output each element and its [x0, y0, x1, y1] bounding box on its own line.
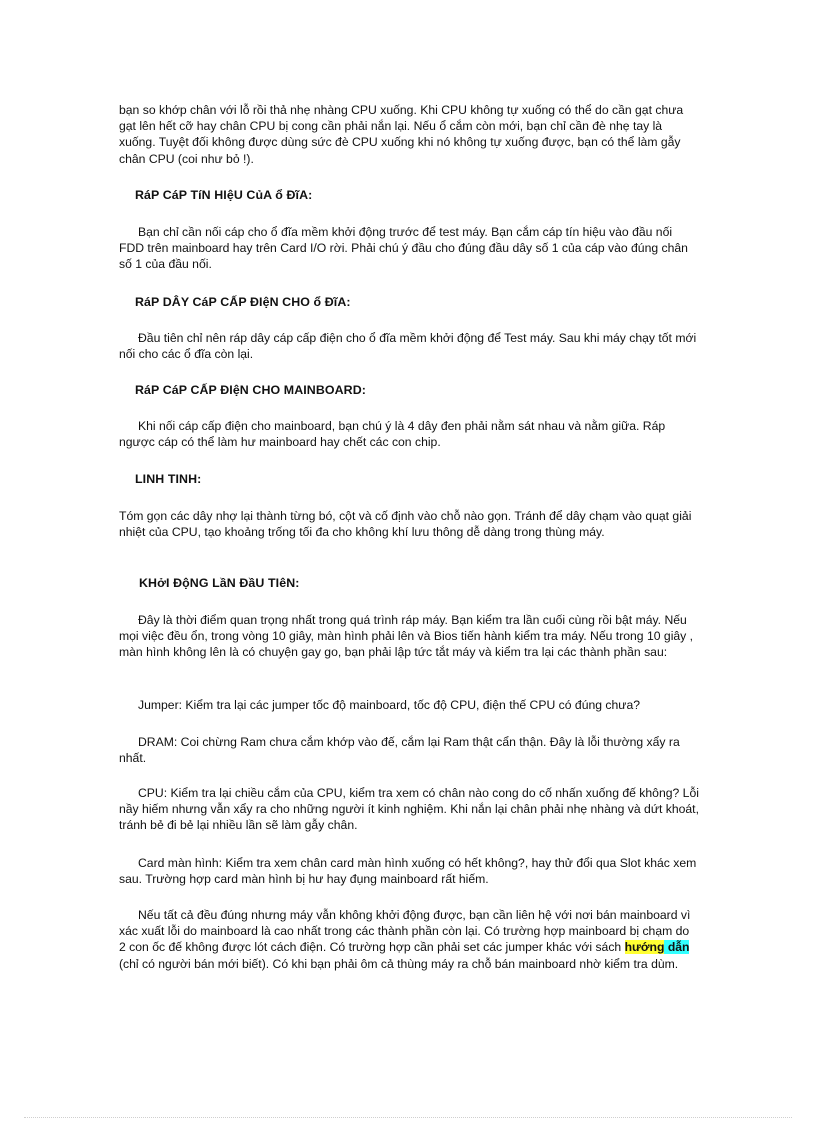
paragraph-signal-cable: Bạn chỉ cần nối cáp cho ổ đĩa mềm khởi động trước để test máy. Bạn cắm cáp tín hiệu vào đầu nối FDD trên mainboard hay trên Card I/O rời. Phải chú ý đầu cho đúng đầu dây số 1 của cáp vào đúng chân số 1 của đầu nối. — [119, 225, 688, 272]
paragraph-video-card: Card màn hình: Kiểm tra xem chân card màn hình xuống có hết không?, hay thử đổi qua Slot khác xem sau. Trường hợp card màn hình bị hư hay đụng mainboard rất hiếm. — [119, 856, 697, 887]
paragraph-contact-seller-start: Nếu tất cả đều đúng nhưng máy vẫn không khởi động được, bạn cần liên hệ với nơi bán mainboard vì xác xuất lỗi do mainboard là cao nhất trong các thành phần còn lại. Có trường hợp mainboard bị chạm do 2 con ốc đế không được lót cách điện. Có trường hợp cần phải set các jumper khác với sách — [119, 908, 691, 955]
heading-signal-cable: RáP CáP TíN HIệU CủA ổ ĐĩA: — [135, 188, 313, 202]
paragraph-dram: DRAM: Coi chừng Ram chưa cắm khớp vào đế, cắm lại Ram thật cẩn thận. Đây là lỗi thường xẩy ra nhất. — [119, 735, 680, 766]
paragraph-misc: Tóm gọn các dây nhợ lại thành từng bó, cột và cố định vào chỗ nào gọn. Tránh để dây chạm vào quạt giải nhiệt của CPU, tạo khoảng trống tối đa cho không khí lưu thông dễ dàng trong thùng máy. — [119, 509, 692, 540]
highlighted-word-huong: hướng — [624, 940, 665, 955]
heading-first-boot: KHởI ĐộNG LầN ĐầU TIêN: — [139, 576, 300, 590]
heading-drive-power: RáP DÂY CáP CẤP ĐIệN CHO ổ ĐĩA: — [135, 295, 351, 309]
paragraph-first-boot: Đây là thời điểm quan trọng nhất trong quá trình ráp máy. Bạn kiểm tra lần cuối cùng rồi bật máy. Nếu mọi việc đều ổn, trong vòng 10 giây, màn hình phải lên và Bios tiến hành kiểm tra máy. Nếu trong 10 giây , màn hình không lên là có chuyện gay go, bạn phải lập tức tắt máy và kiểm tra lại các thành phần sau: — [119, 613, 694, 660]
paragraph-contact-seller-end: (chỉ có người bán mới biết). Có khi bạn phải ôm cả thùng máy ra chỗ bán mainboard nhờ kiểm tra dùm. — [119, 956, 679, 971]
paragraph-mainboard-power: Khi nối cáp cấp điện cho mainboard, bạn chú ý là 4 dây đen phải nằm sát nhau và nằm giữa. Ráp ngược cáp có thể làm hư mainboard hay chết các con chip. — [119, 419, 666, 450]
paragraph-contact-seller — [119, 907, 699, 972]
paragraph-drive-power: Đầu tiên chỉ nên ráp dây cáp cấp điện cho ổ đĩa mềm khởi động để Test máy. Sau khi máy chạy tốt mới nối cho các ổ đĩa còn lại. — [119, 331, 697, 362]
paragraph-jumper: Jumper: Kiểm tra lại các jumper tốc độ mainboard, tốc độ CPU, điện thế CPU có đúng chưa? — [138, 698, 640, 712]
heading-misc: LINH TINH: — [135, 472, 202, 486]
heading-mainboard-power: RáP CáP CẤP ĐIệN CHO MAINBOARD: — [135, 383, 366, 397]
paragraph-cpu-insert: bạn so khớp chân với lỗ rồi thả nhẹ nhàng CPU xuống. Khi CPU không tự xuống có thể do cần gạt chưa gạt lên hết cỡ hay chân CPU bị cong cần phải nắn lại. Nếu ổ cắm còn mới, bạn chỉ cần đè nhẹ tay là xuống. Tuyệt đối không được dùng sức đè CPU xuống khi nó không tự xuống được, bạn có thể làm gẫy chân CPU (coi như bỏ !). — [119, 103, 684, 166]
page-bottom-divider — [24, 1117, 792, 1118]
highlighted-word-dan: dẫn — [667, 940, 690, 955]
paragraph-cpu-check: CPU: Kiểm tra lại chiều cắm của CPU, kiểm tra xem có chân nào cong do cố nhấn xuống đế không? Lỗi nầy hiếm nhưng vẫn xẩy ra cho những người ít kinh nghiệm. Khi nắn lại chân phải nhẹ nhàng và dứt khoát, tránh bẻ đi bẻ lại nhiều lần sẽ làm gẫy chân. — [119, 786, 699, 833]
